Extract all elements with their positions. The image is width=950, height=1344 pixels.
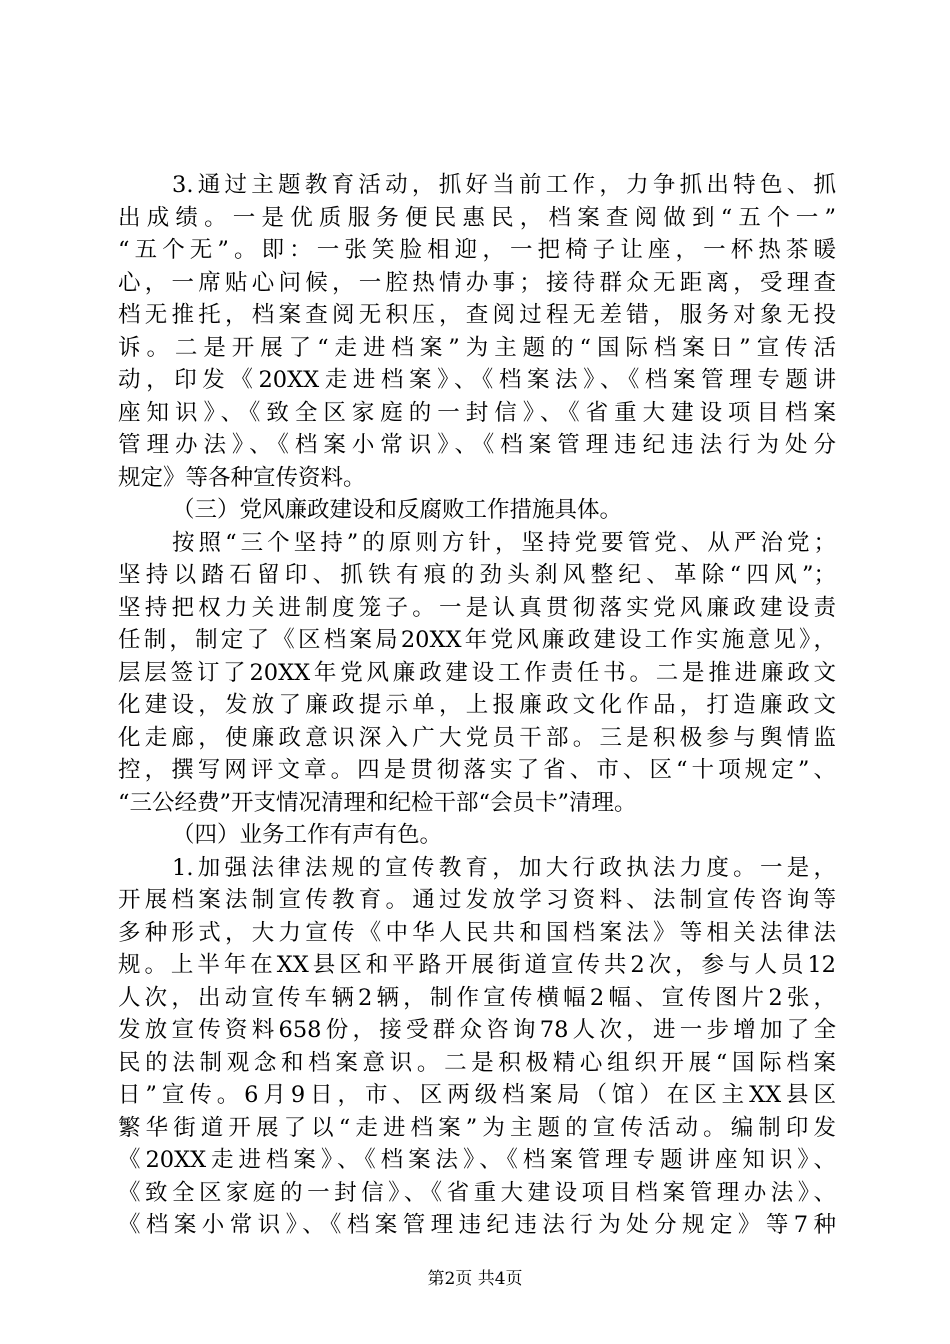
text-line: 化走廊，使廉政意识深入广大党员干部。三是积极参与舆情监: [118, 724, 836, 751]
section-heading: （四）业务工作有声有色。: [172, 822, 443, 849]
text-line: 《致全区家庭的一封信》、《省重大建设项目档案管理办法》、: [118, 1179, 836, 1206]
text-line: 发放宣传资料658份，接受群众咨询78人次，进一步增加了全: [118, 1017, 836, 1044]
text-line: 动，印发《20XX走进档案》、《档案法》、《档案管理专题讲: [118, 367, 836, 394]
text-line: 规定》等各种宣传资料。: [118, 464, 366, 491]
text-line: 规。上半年在XX县区和平路开展街道宣传共2次，参与人员12: [118, 952, 836, 979]
text-line: 任制，制定了《区档案局20XX年党风廉政建设工作实施意见》，: [118, 627, 836, 654]
text-line: 档无推托，档案查阅无积压，查阅过程无差错，服务对象无投: [118, 302, 836, 329]
text-line: 心，一席贴心问候，一腔热情办事；接待群众无距离，受理查: [118, 269, 836, 296]
text-line: 层层签订了20XX年党风廉政建设工作责任书。二是推进廉政文: [118, 659, 836, 686]
text-line: 《20XX走进档案》、《档案法》、《档案管理专题讲座知识》、: [118, 1147, 836, 1174]
page-footer: 第2页 共4页: [427, 1269, 523, 1289]
text-line: 坚持以踏石留印、抓铁有痕的劲头刹风整纪、革除“四风”；: [118, 562, 836, 589]
text-line: 座知识》、《致全区家庭的一封信》、《省重大建设项目档案: [118, 399, 836, 426]
text-line: 坚持把权力关进制度笼子。一是认真贯彻落实党风廉政建设责: [118, 594, 836, 621]
text-line: 出成绩。一是优质服务便民惠民，档案查阅做到“五个一”: [118, 204, 836, 231]
text-line: “三公经费”开支情况清理和纪检干部“会员卡”清理。: [118, 789, 637, 816]
section-heading: （三）党风廉政建设和反腐败工作措施具体。: [172, 497, 623, 524]
text-line: 3.通过主题教育活动，抓好当前工作，力争抓出特色、抓: [172, 172, 836, 198]
text-line: 诉。二是开展了“走进档案”为主题的“国际档案日”宣传活: [118, 334, 836, 361]
text-line: 《档案小常识》、《档案管理违纪违法行为处分规定》等7种: [118, 1212, 836, 1239]
text-line: 控，撰写网评文章。四是贯彻落实了省、市、区“十项规定”、: [118, 757, 836, 784]
text-line: 开展档案法制宣传教育。通过发放学习资料、法制宣传咨询等: [118, 887, 836, 914]
text-line: “五个无”。即：一张笑脸相迎，一把椅子让座，一杯热茶暖: [118, 237, 836, 264]
text-line: 人次，出动宣传车辆2辆，制作宣传横幅2幅、宣传图片2张，: [118, 984, 836, 1011]
text-line: 管理办法》、《档案小常识》、《档案管理违纪违法行为处分: [118, 432, 836, 459]
text-line: 化建设，发放了廉政提示单，上报廉政文化作品，打造廉政文: [118, 692, 836, 719]
text-line: 多种形式，大力宣传《中华人民共和国档案法》等相关法律法: [118, 919, 836, 946]
text-line: 按照“三个坚持”的原则方针，坚持党要管党、从严治党；: [172, 529, 836, 556]
text-line: 民的法制观念和档案意识。二是积极精心组织开展“国际档案: [118, 1049, 836, 1076]
text-line: 繁华街道开展了以“走进档案”为主题的宣传活动。编制印发: [118, 1114, 836, 1141]
text-line: 日”宣传。6月9日，市、区两级档案局（馆）在区主XX县区: [118, 1082, 836, 1109]
text-line: 1.加强法律法规的宣传教育，加大行政执法力度。一是，: [172, 854, 836, 881]
